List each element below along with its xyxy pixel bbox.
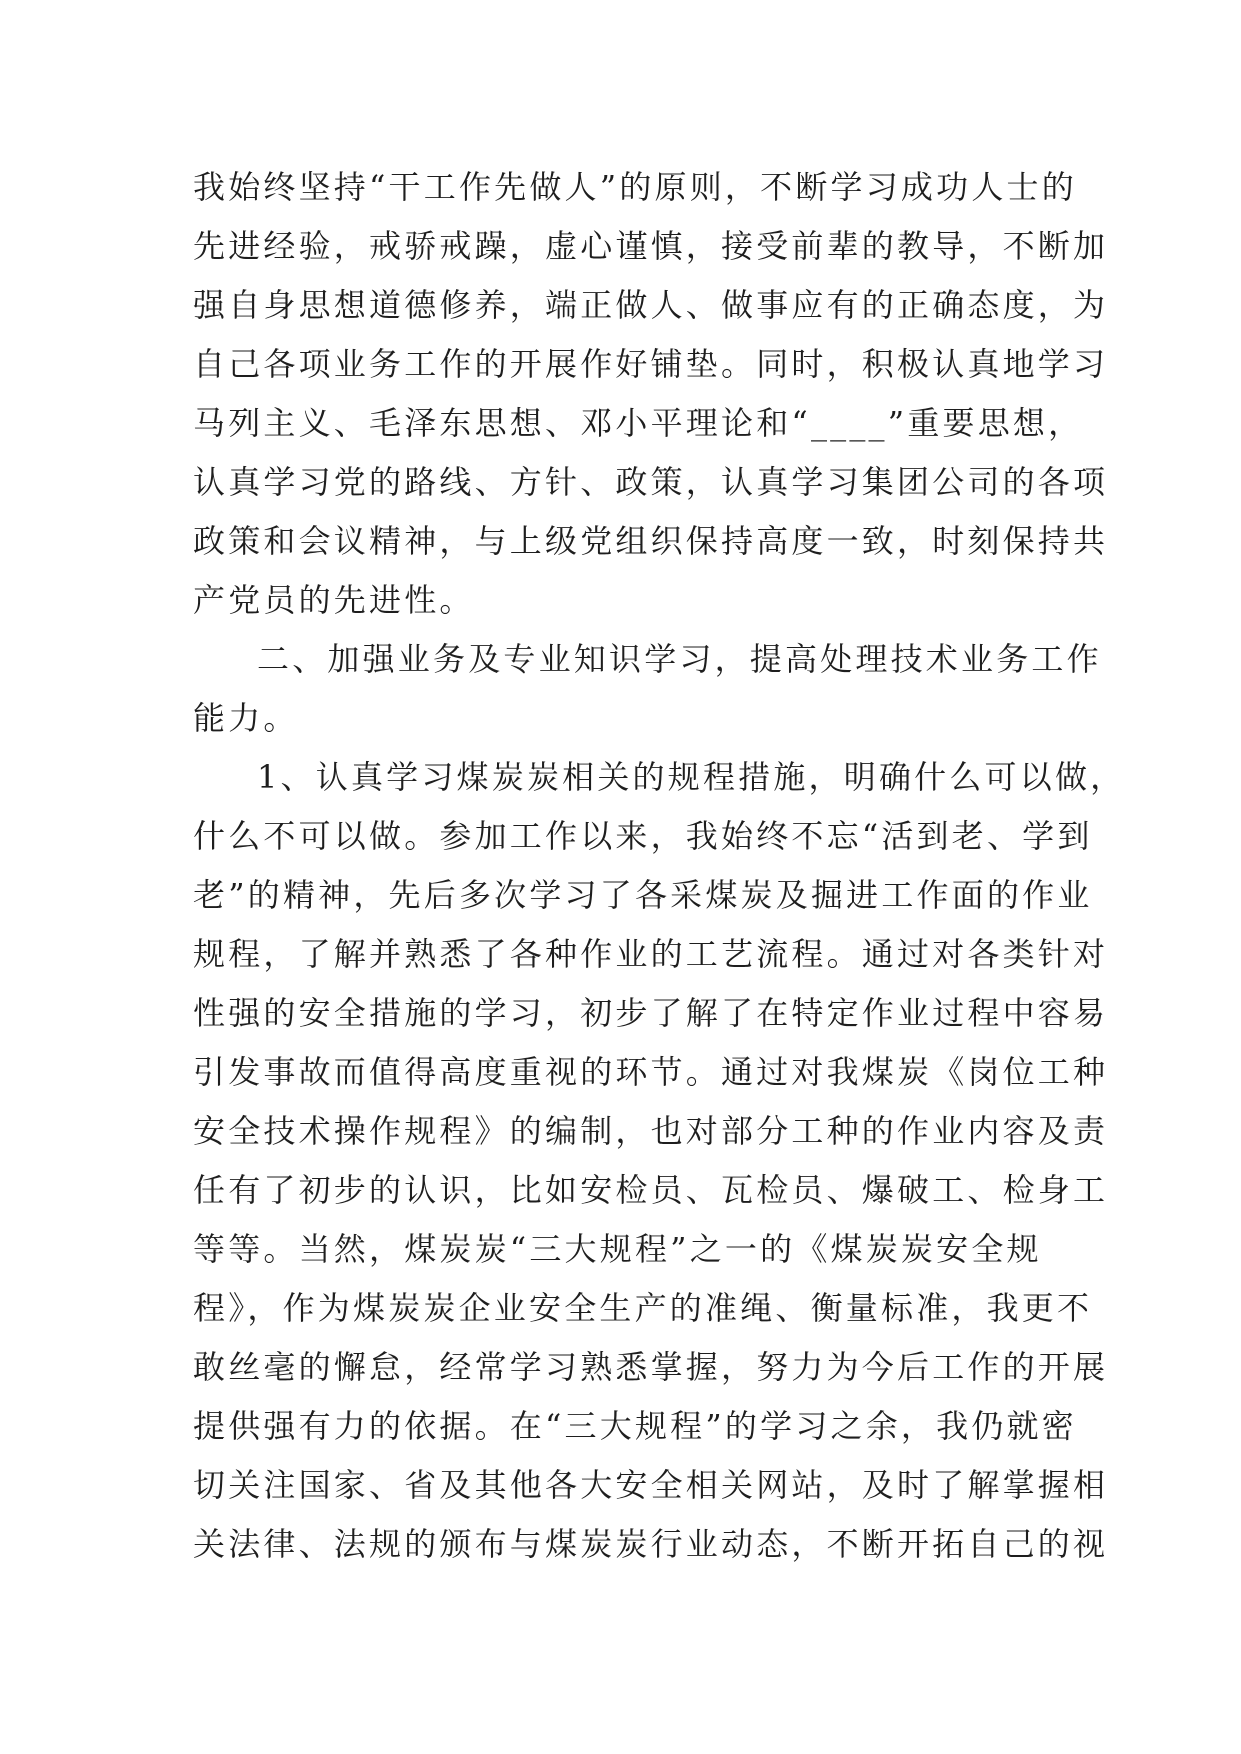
text-line: 二、加强业务及专业知识学习，提高处理技术业务工作 — [257, 640, 1102, 678]
text-line: 任有了初步的认识，比如安检员、瓦检员、爆破工、检身工 — [193, 1171, 1109, 1209]
text-line: 提供强有力的依据。在“三大规程”的学习之余，我仍就密 — [193, 1407, 1077, 1445]
text-line: 先进经验，戒骄戒躁，虚心谨慎，接受前辈的教导，不断加 — [193, 227, 1109, 265]
text-line: 关法律、法规的颁布与煤炭炭行业动态，不断开拓自己的视 — [193, 1525, 1109, 1563]
text-line: 什么不可以做。参加工作以来，我始终不忘“活到老、学到 — [193, 817, 1093, 855]
text-line: 政策和会议精神，与上级党组织保持高度一致，时刻保持共 — [193, 522, 1109, 560]
text-line: 安全技术操作规程》的编制，也对部分工种的作业内容及责 — [193, 1112, 1109, 1150]
text-line: 1、认真学习煤炭炭相关的规程措施，明确什么可以做， — [257, 758, 1126, 796]
text-line: 规程，了解并熟悉了各种作业的工艺流程。通过对各类针对 — [193, 935, 1109, 973]
text-line: 性强的安全措施的学习，初步了解了在特定作业过程中容易 — [193, 994, 1109, 1032]
text-line: 等等。当然，煤炭炭“三大规程”之一的《煤炭炭安全规 — [193, 1230, 1042, 1268]
text-line: 自己各项业务工作的开展作好铺垫。同时，积极认真地学习 — [193, 345, 1109, 383]
text-line: 能力。 — [193, 699, 299, 737]
text-line: 认真学习党的路线、方针、政策，认真学习集团公司的各项 — [193, 463, 1109, 501]
text-line: 老”的精神，先后多次学习了各采煤炭及掘进工作面的作业 — [193, 876, 1093, 914]
text-line: 敢丝毫的懈怠，经常学习熟悉掌握，努力为今后工作的开展 — [193, 1348, 1109, 1386]
text-line: 程》，作为煤炭炭企业安全生产的准绳、衡量标准，我更不 — [193, 1289, 1093, 1327]
text-line: 引发事故而值得高度重视的环节。通过对我煤炭《岗位工种 — [193, 1053, 1109, 1091]
document-body — [193, 158, 1126, 1574]
text-line: 强自身思想道德修养，端正做人、做事应有的正确态度，为 — [193, 286, 1109, 324]
text-line: 马列主义、毛泽东思想、邓小平理论和“____”重要思想， — [193, 404, 1084, 442]
text-line: 切关注国家、省及其他各大安全相关网站，及时了解掌握相 — [193, 1466, 1109, 1504]
text-line: 产党员的先进性。 — [193, 581, 475, 619]
text-line: 我始终坚持“干工作先做人”的原则，不断学习成功人士的 — [193, 168, 1077, 206]
